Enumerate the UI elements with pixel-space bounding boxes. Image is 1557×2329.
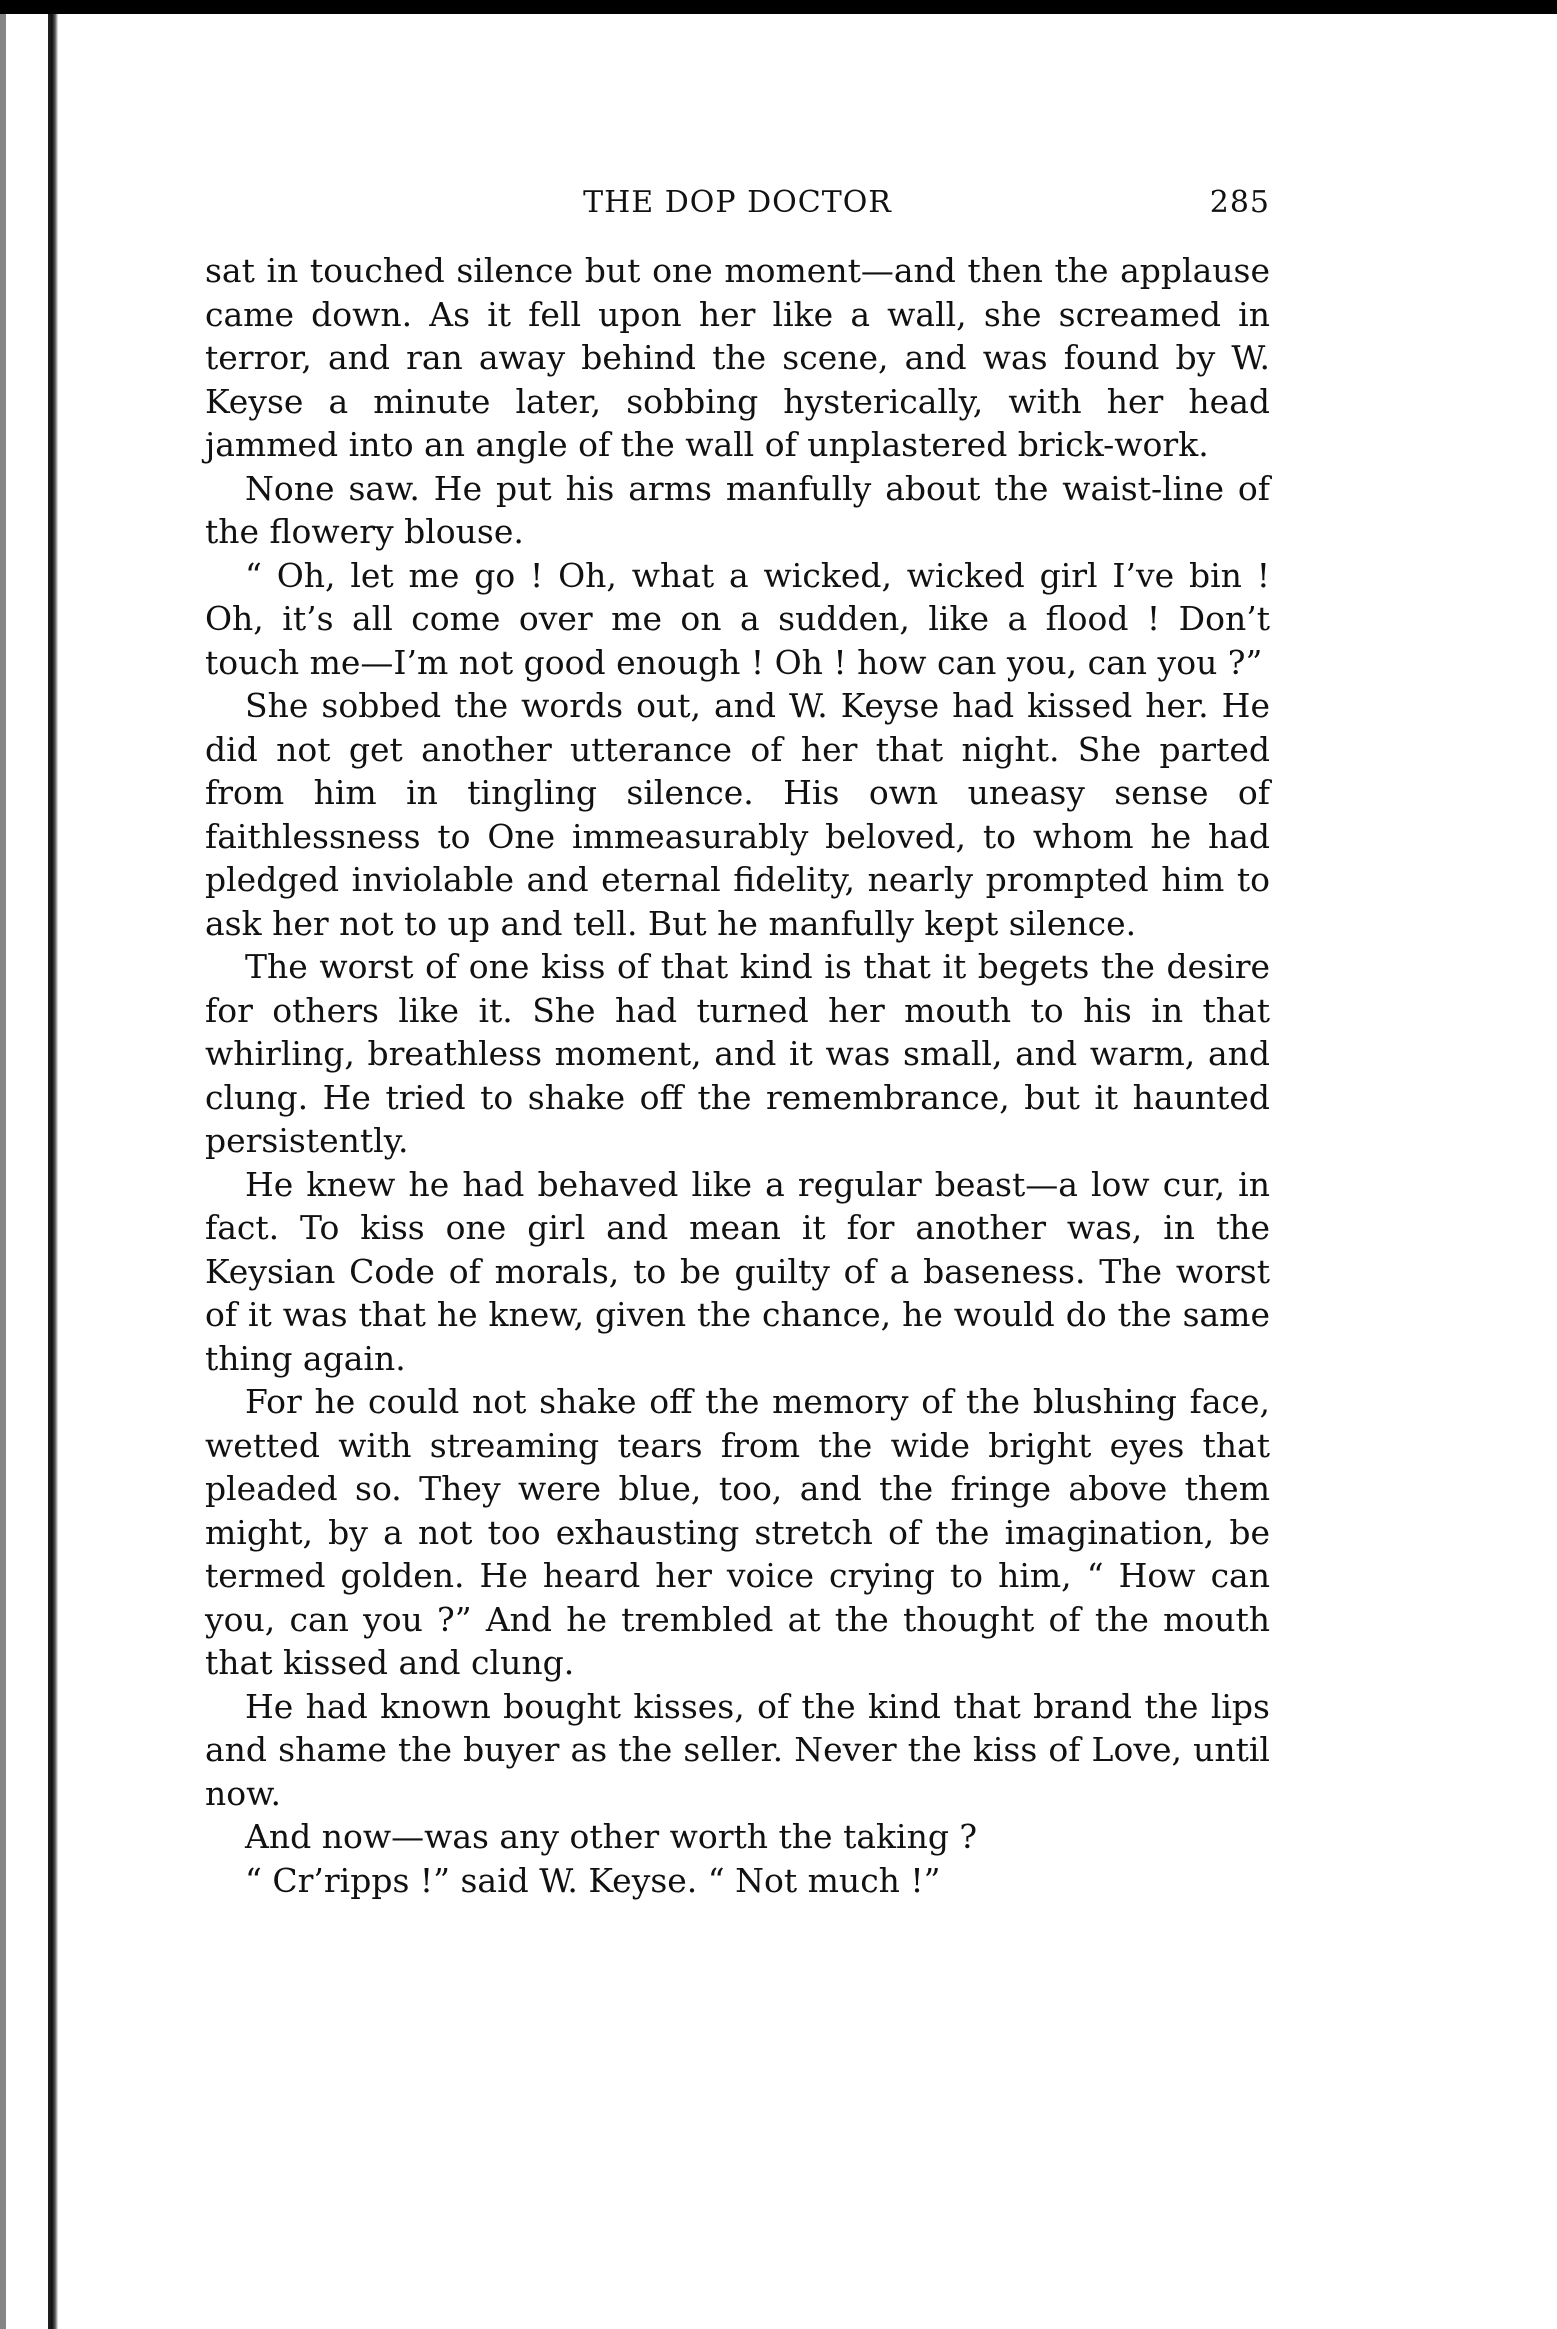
scan-left-edge [0,14,6,2329]
paragraph: For he could not shake off the memory of the blushing face, wetted with streaming tears from the wide bright eyes that pleaded so. They were blue, too, and the fringe above them might, by a not too exhausting stretch of the imagination, be termed golden. He heard her voice crying to him, “ How can you, can you ?” And he trembled at the thought of the mouth that kissed and clung. [205,1382,1270,1682]
paragraph: And now—was any other worth the taking ? [245,1817,978,1856]
page-header [205,185,1270,245]
running-title: THE DOP DOCTOR [583,185,892,220]
paragraph: None saw. He put his arms manfully about the waist-line of the flowery blouse. [205,468,1270,551]
paragraph: He had known bought kisses, of the kind that brand the lips and shame the buyer as the seller. Never the kiss of Love, until now. [205,1686,1270,1813]
paragraph: sat in touched silence but one moment—and then the applause came down. As it fell upon her like a wall, she screamed in terror, and ran away behind the scene, and was found by W. Keyse a minute later, sobbing hysterically, with her head jammed into an angle of the wall of unplastered brick-work. [205,251,1270,464]
body-text [205,249,1270,1902]
paragraph: “ Cr’ripps !” said W. Keyse. “ Not much !” [245,1860,941,1900]
paragraph: The worst of one kiss of that kind is that it begets the desire for others like it. She had turned her mouth to his in that whirling, breathless moment, and it was small, and warm, and clung. He tried to shake off the remembrance, but it haunted persistently. [205,947,1270,1160]
book-spine-shadow [48,14,58,2329]
scan-top-border [0,0,1557,14]
paragraph: “ Oh, let me go ! Oh, what a wicked, wicked girl I’ve bin ! Oh, it’s all come over me on a sudden, like a flood ! Don’t touch me—I’m not good enough ! Oh ! how can you, can you ?” [205,555,1270,682]
paragraph: She sobbed the words out, and W. Keyse had kissed her. He did not get another utterance of her that night. She parted from him in tingling silence. His own uneasy sense of faithlessness to One immeasurably beloved, to whom he had pledged inviolable and eternal fidelity, nearly prompted him to ask her not to up and tell. But he manfully kept silence. [205,686,1270,943]
paragraph: He knew he had behaved like a regular beast—a low cur, in fact. To kiss one girl and mean it for another was, in the Keysian Code of morals, to be guilty of a baseness. The worst of it was that he knew, given the chance, he would do the same thing again. [205,1164,1270,1378]
page-number: 285 [1209,185,1270,220]
book-page [205,185,1270,1902]
